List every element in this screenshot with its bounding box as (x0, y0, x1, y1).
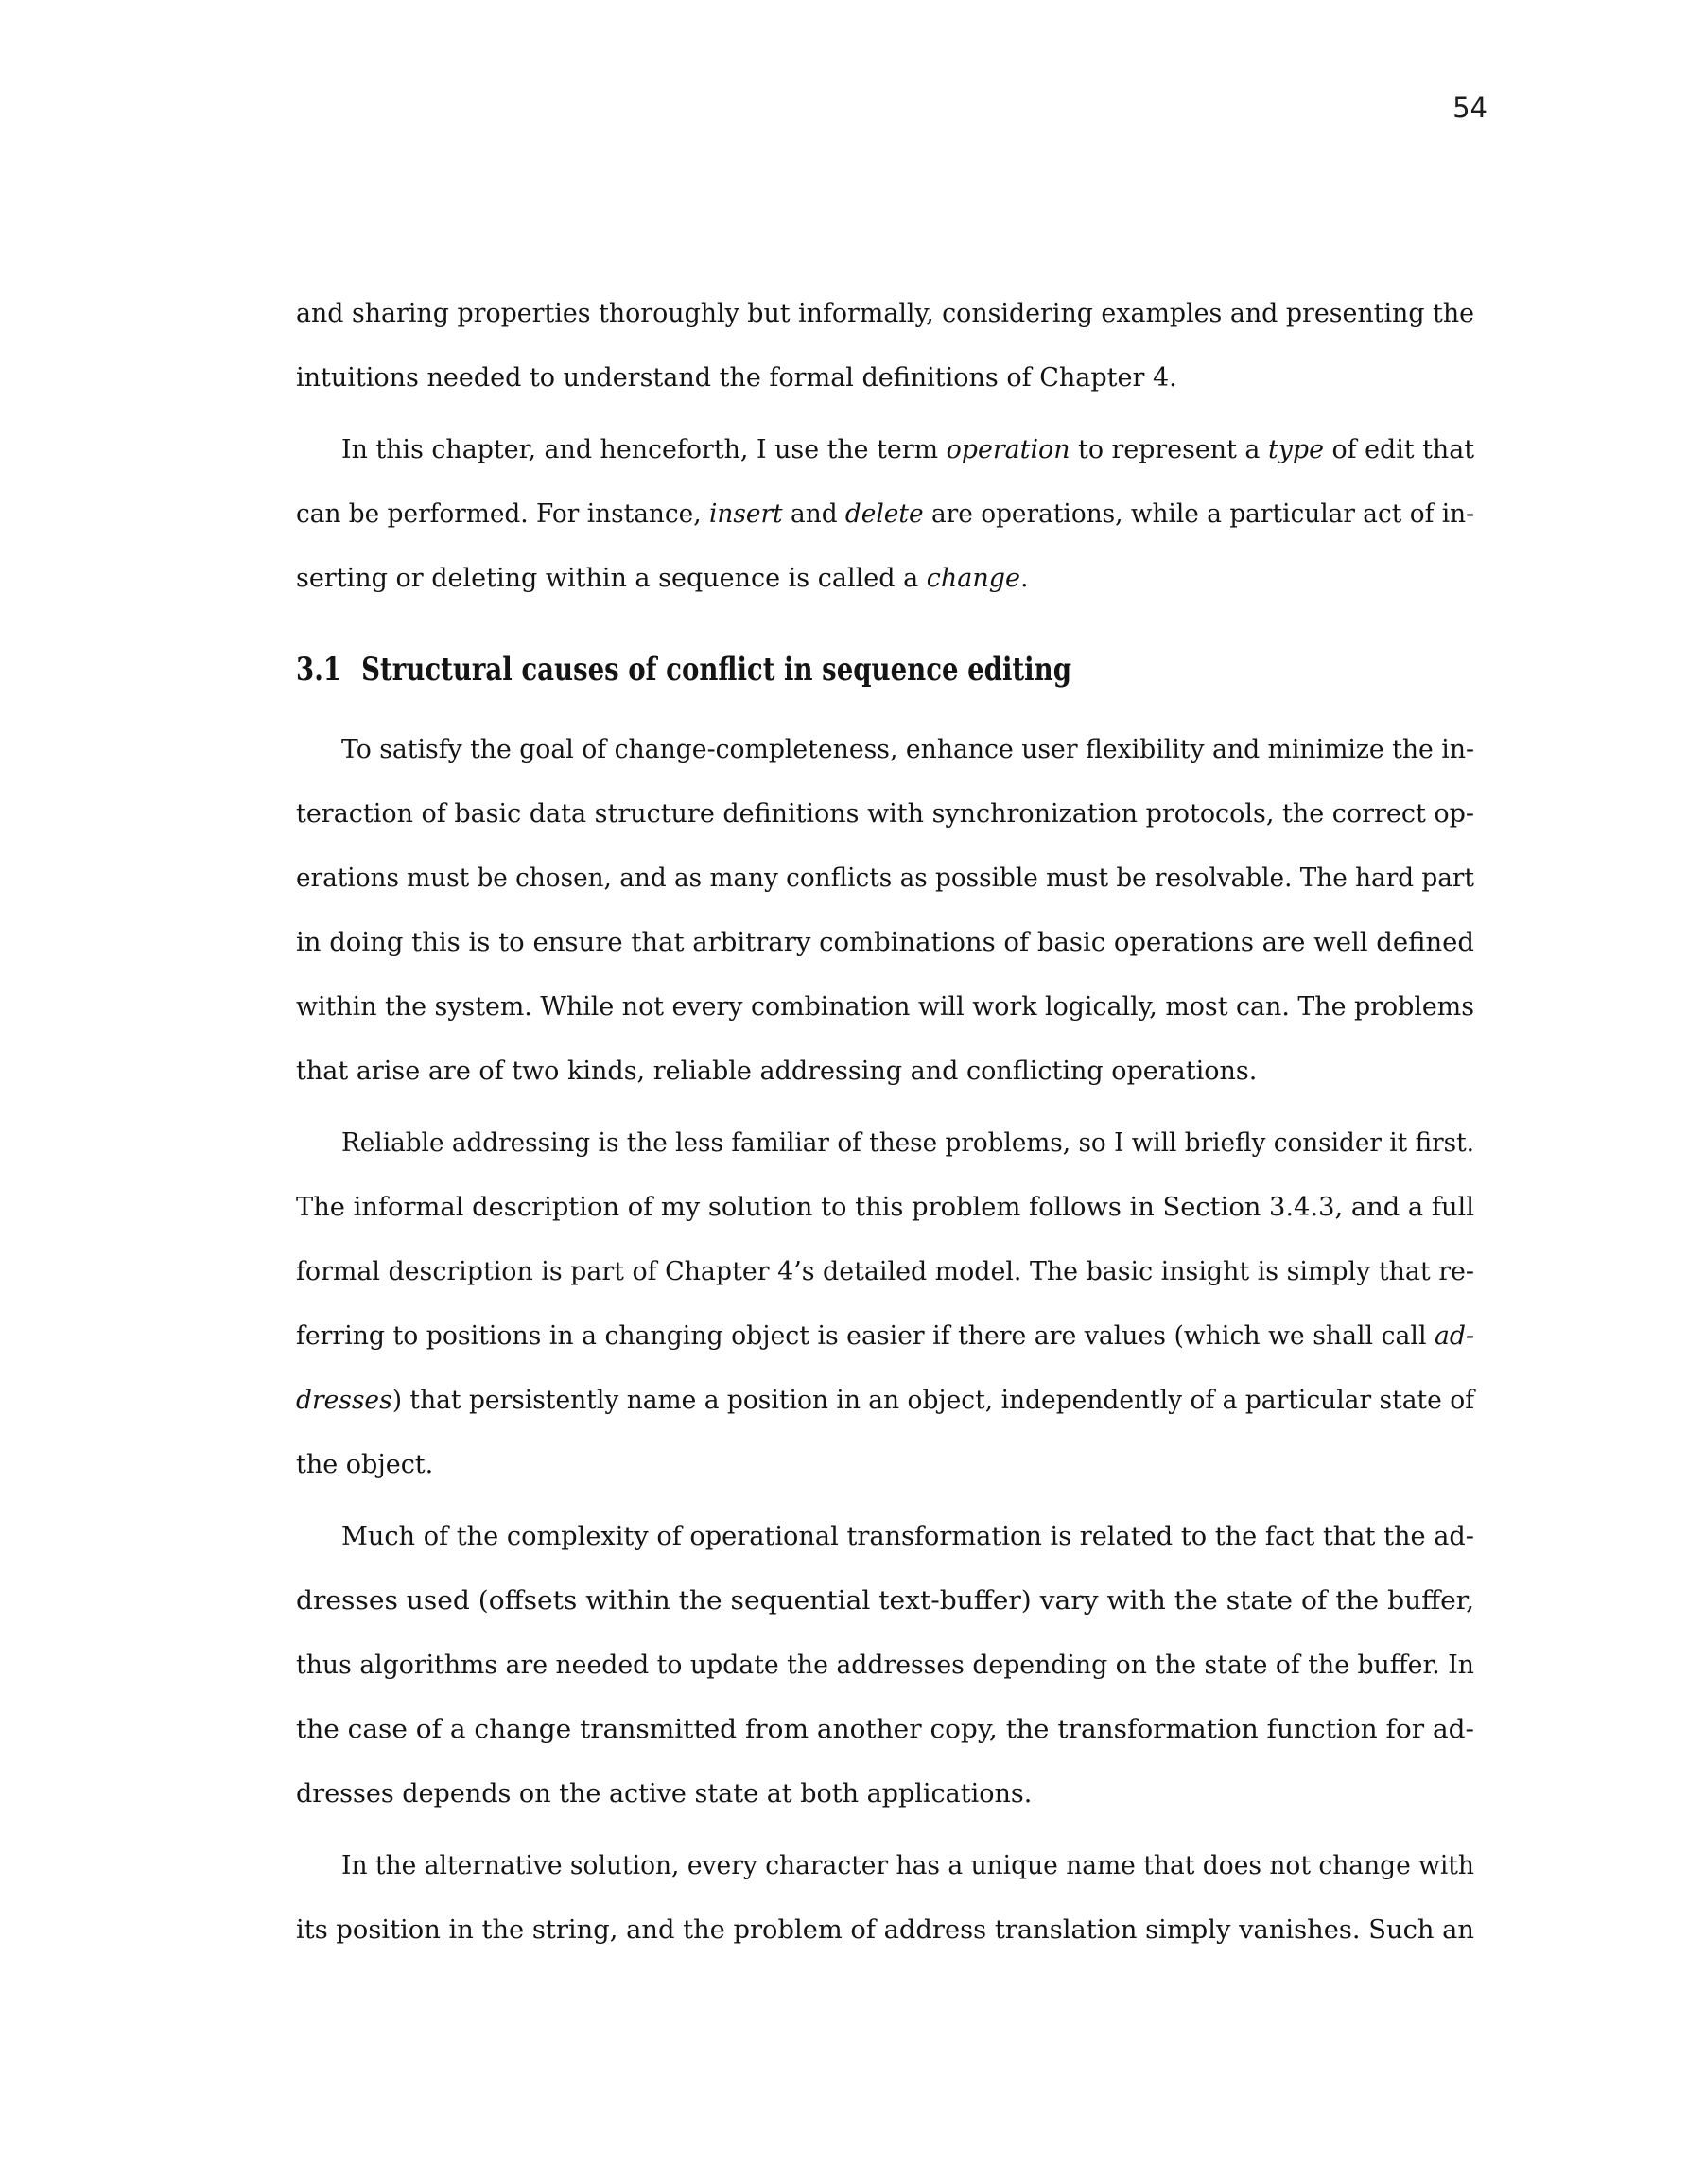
italic-term: ad- (1434, 1321, 1474, 1351)
text-line-content (296, 482, 1474, 547)
text-segment: dresses depends on the active state at both applications. (296, 1779, 1033, 1808)
text-line (296, 718, 1474, 782)
paragraph (296, 1505, 1474, 1826)
text-segment: and sharing properties thoroughly but informally, considering examples and presenting the (296, 299, 1474, 328)
text-line-content (296, 346, 1177, 411)
text-segment: that arise are of two kinds, reliable addressing and conflicting operations. (296, 1057, 1258, 1086)
document-body (296, 282, 1474, 1970)
text-segment: and (782, 499, 845, 529)
text-line (296, 1898, 1474, 1963)
text-line (296, 1569, 1474, 1634)
text-segment: the case of a change transmitted from another copy, the transformation function for ad- (296, 1715, 1474, 1744)
text-segment: ferring to positions in a changing object is easier if there are values (which we shall call (296, 1321, 1435, 1351)
heading-number: 3.1 (296, 651, 341, 689)
paragraph (296, 418, 1474, 611)
text-line (296, 1433, 1474, 1497)
text-line-content (341, 718, 1474, 782)
text-segment: thus algorithms are needed to update the addresses depending on the state of the buffer. In (296, 1651, 1474, 1680)
text-segment: formal description is part of Chapter 4’s detailed model. The basic insight is simply that re- (296, 1257, 1474, 1286)
text-line (296, 346, 1474, 411)
text-line-content (296, 1176, 1474, 1240)
text-segment: To satisfy the goal of change-completeness, enhance user flexibility and minimize the in- (341, 735, 1474, 764)
paragraph (296, 1834, 1474, 1963)
italic-term: change (926, 564, 1021, 593)
text-line (296, 847, 1474, 911)
text-line (296, 1040, 1474, 1104)
text-segment: serting or deleting within a sequence is called a (296, 564, 927, 593)
text-line-content (341, 1834, 1474, 1898)
text-line (296, 782, 1474, 847)
paragraph (296, 1111, 1474, 1497)
text-segment: intuitions needed to understand the formal definitions of Chapter 4. (296, 363, 1177, 393)
text-line-content (296, 282, 1474, 346)
text-line (296, 1369, 1474, 1433)
text-line (296, 1240, 1474, 1304)
text-segment: dresses used (offsets within the sequential text-buffer) vary with the state of the buffer, (296, 1586, 1474, 1616)
text-line (296, 482, 1474, 547)
text-line-content (296, 1698, 1474, 1762)
italic-term: dresses (296, 1386, 392, 1415)
text-line-content (296, 1898, 1474, 1963)
text-line-content (296, 1369, 1474, 1433)
text-line (296, 1834, 1474, 1898)
paragraph (296, 718, 1474, 1104)
text-line-content (296, 1569, 1474, 1634)
text-segment: In the alternative solution, every character has a unique name that does not change with (341, 1851, 1474, 1880)
italic-term: type (1267, 435, 1324, 464)
text-line-content (296, 847, 1474, 911)
text-line (296, 418, 1474, 482)
text-line (296, 1111, 1474, 1176)
text-segment: can be performed. For instance, (296, 499, 709, 529)
text-segment: In this chapter, and henceforth, I use the term (341, 435, 947, 464)
text-line-content (341, 1505, 1474, 1569)
text-line-content (296, 975, 1474, 1040)
paragraph (296, 282, 1474, 411)
text-segment: to represent a (1070, 435, 1268, 464)
text-line-content (296, 1634, 1474, 1698)
text-segment: are operations, while a particular act of in- (923, 499, 1474, 529)
text-segment: in doing this is to ensure that arbitrary combinations of basic operations are well defined (296, 928, 1474, 957)
italic-term: delete (844, 499, 924, 529)
text-segment: erations must be chosen, and as many conflicts as possible must be resolvable. The hard part (296, 864, 1474, 893)
text-line (296, 911, 1474, 975)
text-segment: of edit that (1323, 435, 1474, 464)
text-line-content (296, 911, 1474, 975)
text-line-content (296, 1762, 1032, 1826)
text-line-content (341, 1111, 1474, 1176)
text-line-content (341, 418, 1474, 482)
text-line-content (296, 1240, 1474, 1304)
text-line (296, 547, 1474, 611)
text-line-content (296, 1304, 1474, 1369)
text-segment: within the system. While not every combination will work logically, most can. The problems (296, 992, 1474, 1022)
text-segment: Reliable addressing is the less familiar of these problems, so I will briefly consider it first. (341, 1128, 1474, 1158)
text-line-content (296, 1040, 1257, 1104)
text-line (296, 1762, 1474, 1826)
section-heading (296, 638, 1474, 702)
text-line (296, 975, 1474, 1040)
text-segment: its position in the string, and the problem of address translation simply vanishes. Such an (296, 1915, 1474, 1945)
text-segment: Much of the complexity of operational transformation is related to the fact that the ad- (341, 1522, 1474, 1551)
text-segment: The informal description of my solution to this problem follows in Section 3.4.3, and a full (296, 1193, 1474, 1222)
text-line (296, 1634, 1474, 1698)
italic-term: insert (708, 499, 783, 529)
text-line (296, 1698, 1474, 1762)
heading-title: Structural causes of conflict in sequence editing (361, 651, 1071, 689)
text-line-content (296, 1433, 433, 1497)
italic-term: operation (946, 435, 1070, 464)
text-line-content (296, 547, 1029, 611)
text-line-content (296, 782, 1474, 847)
section-heading-text (296, 638, 1071, 702)
text-segment: the object. (296, 1450, 434, 1479)
text-segment: . (1020, 564, 1029, 593)
text-line (296, 1304, 1474, 1369)
text-segment: ) that persistently name a position in an object, independently of a particular state of (391, 1386, 1474, 1415)
text-line (296, 282, 1474, 346)
text-line (296, 1176, 1474, 1240)
text-segment: teraction of basic data structure definitions with synchronization protocols, the correct op- (296, 799, 1474, 829)
text-line (296, 1505, 1474, 1569)
page-number: 54 (1452, 92, 1487, 124)
